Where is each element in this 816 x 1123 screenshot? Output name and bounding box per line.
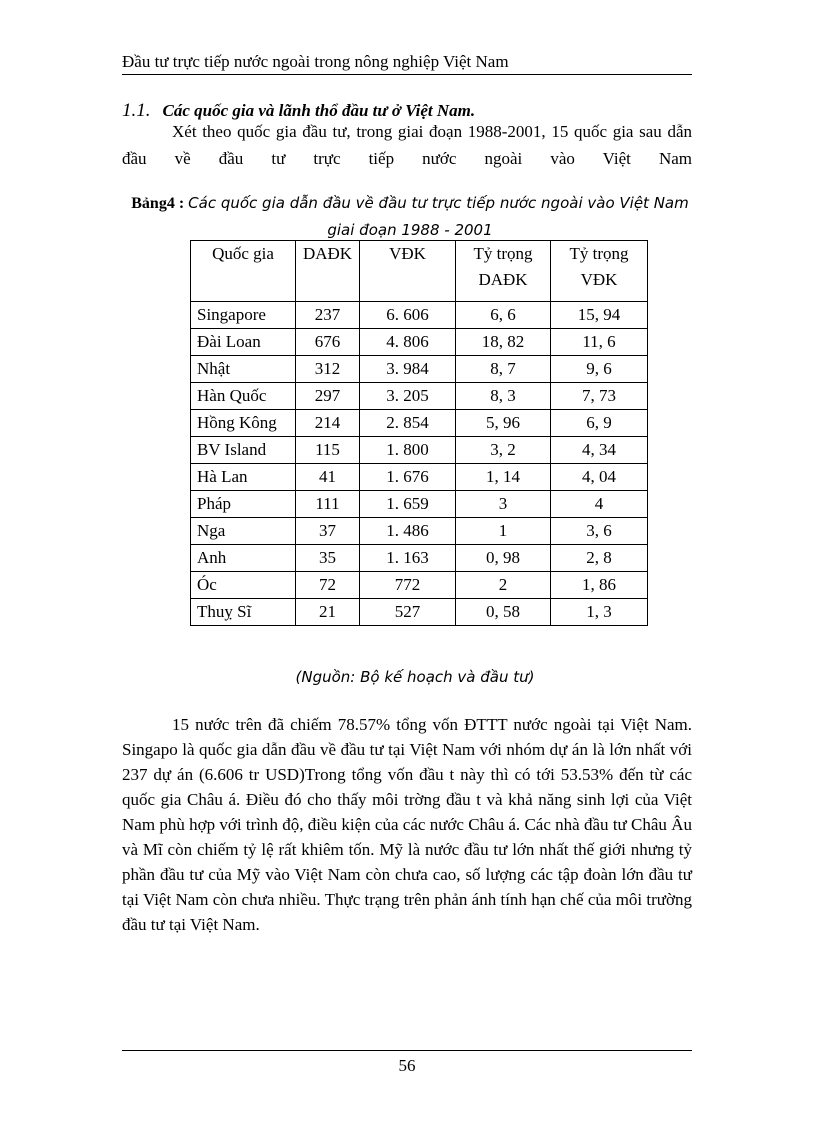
cell-capital: 1. 486 bbox=[360, 518, 456, 545]
cell-country: Singapore bbox=[191, 302, 296, 329]
table-caption bbox=[130, 190, 690, 244]
table-row bbox=[191, 329, 648, 356]
cell-capital-share: 9, 6 bbox=[551, 356, 648, 383]
cell-capital: 1. 676 bbox=[360, 464, 456, 491]
cell-country: Hàn Quốc bbox=[191, 383, 296, 410]
table-header-row bbox=[191, 241, 648, 302]
cell-capital-share: 4, 34 bbox=[551, 437, 648, 464]
body-paragraph bbox=[122, 712, 692, 937]
table-row bbox=[191, 572, 648, 599]
cell-capital-share: 1, 3 bbox=[551, 599, 648, 626]
header-projects: DAĐK bbox=[296, 241, 360, 302]
cell-projects: 237 bbox=[296, 302, 360, 329]
table-row bbox=[191, 599, 648, 626]
cell-projects: 676 bbox=[296, 329, 360, 356]
page-number: 56 bbox=[398, 1056, 416, 1075]
cell-country: Óc bbox=[191, 572, 296, 599]
table-caption-separator: : bbox=[174, 195, 189, 212]
table-row bbox=[191, 410, 648, 437]
cell-capital: 2. 854 bbox=[360, 410, 456, 437]
cell-capital: 527 bbox=[360, 599, 456, 626]
table-row bbox=[191, 518, 648, 545]
footer-divider bbox=[122, 1050, 692, 1051]
cell-project-share: 3, 2 bbox=[456, 437, 551, 464]
page-header bbox=[122, 50, 692, 75]
table-caption-text: Các quốc gia dẫn đầu về đầu tư trực tiếp nước ngoài vào Việt Nam giai đoạn 1988 - 2001 bbox=[188, 194, 689, 239]
cell-projects: 72 bbox=[296, 572, 360, 599]
table-row bbox=[191, 437, 648, 464]
cell-capital: 1. 659 bbox=[360, 491, 456, 518]
cell-project-share: 0, 58 bbox=[456, 599, 551, 626]
cell-capital: 1. 800 bbox=[360, 437, 456, 464]
cell-projects: 312 bbox=[296, 356, 360, 383]
cell-country: Pháp bbox=[191, 491, 296, 518]
cell-capital-share: 1, 86 bbox=[551, 572, 648, 599]
cell-project-share: 1 bbox=[456, 518, 551, 545]
cell-capital-share: 3, 6 bbox=[551, 518, 648, 545]
cell-capital-share: 11, 6 bbox=[551, 329, 648, 356]
cell-project-share: 8, 7 bbox=[456, 356, 551, 383]
cell-capital: 6. 606 bbox=[360, 302, 456, 329]
cell-country: Thuỵ Sĩ bbox=[191, 599, 296, 626]
cell-capital-share: 4, 04 bbox=[551, 464, 648, 491]
intro-paragraph bbox=[122, 118, 692, 172]
body-text: 15 nước trên đã chiếm 78.57% tổng vốn ĐTTT nước ngoài tại Việt Nam. Singapo là quốc gia dẫn đầu về đầu tư tại Việt Nam với nhóm dự án là lớn nhất với 237 dự án (6.606 tr USD)Trong tổng vốn đầu t này thì có tới 53.53% đến từ các quốc gia Châu á. Điều đó cho thấy môi trờng đầu t và khả năng sinh lợi của Việt Nam phù hợp với trình độ, điều kiện của các nước Châu á. Các nhà đầu tư Châu Âu và Mĩ còn chiếm tỷ lệ rất khiêm tốn. Mỹ là nước đầu tư lớn nhất thế giới nhưng tỷ phần đầu tư của Mỹ vào Việt Nam còn chưa cao, số lượng các tập đoàn lớn đầu tư tại Việt Nam còn chưa nhiều. Thực trạng trên phản ánh tính hạn chế của môi trường đầu tư tại Việt Nam. bbox=[122, 715, 692, 934]
cell-capital: 3. 984 bbox=[360, 356, 456, 383]
header-capital-share: Tỷ trọng VĐK bbox=[551, 241, 648, 302]
table-row bbox=[191, 545, 648, 572]
cell-projects: 111 bbox=[296, 491, 360, 518]
table-source: (Nguồn: Bộ kế hoạch và đầu tư) bbox=[295, 668, 535, 686]
cell-project-share: 18, 82 bbox=[456, 329, 551, 356]
cell-projects: 41 bbox=[296, 464, 360, 491]
intro-text: Xét theo quốc gia đầu tư, trong giai đoạn 1988-2001, 15 quốc gia sau dẫn đầu về đầu tư trực tiếp nước ngoài vào Việt Nam bbox=[122, 122, 692, 168]
section-title: Các quốc gia và lãnh thổ đầu tư ở Việt Nam. bbox=[162, 101, 476, 120]
cell-capital-share: 2, 8 bbox=[551, 545, 648, 572]
header-project-share: Tỷ trọng DAĐK bbox=[456, 241, 551, 302]
fdi-table bbox=[190, 240, 648, 626]
cell-country: Anh bbox=[191, 545, 296, 572]
cell-country: BV Island bbox=[191, 437, 296, 464]
cell-project-share: 2 bbox=[456, 572, 551, 599]
cell-capital-share: 6, 9 bbox=[551, 410, 648, 437]
cell-country: Hồng Kông bbox=[191, 410, 296, 437]
cell-project-share: 0, 98 bbox=[456, 545, 551, 572]
cell-country: Đài Loan bbox=[191, 329, 296, 356]
cell-country: Nhật bbox=[191, 356, 296, 383]
cell-capital: 772 bbox=[360, 572, 456, 599]
cell-project-share: 5, 96 bbox=[456, 410, 551, 437]
cell-projects: 37 bbox=[296, 518, 360, 545]
table-row bbox=[191, 356, 648, 383]
cell-country: Hà Lan bbox=[191, 464, 296, 491]
header-country: Quốc gia bbox=[191, 241, 296, 302]
cell-projects: 214 bbox=[296, 410, 360, 437]
cell-capital-share: 4 bbox=[551, 491, 648, 518]
cell-capital: 4. 806 bbox=[360, 329, 456, 356]
table-row bbox=[191, 383, 648, 410]
cell-capital-share: 7, 73 bbox=[551, 383, 648, 410]
cell-capital-share: 15, 94 bbox=[551, 302, 648, 329]
cell-projects: 21 bbox=[296, 599, 360, 626]
table-caption-label: Bảng4 bbox=[131, 195, 175, 212]
cell-country: Nga bbox=[191, 518, 296, 545]
table-row bbox=[191, 464, 648, 491]
cell-projects: 115 bbox=[296, 437, 360, 464]
section-number: 1.1. bbox=[122, 100, 151, 121]
header-capital: VĐK bbox=[360, 241, 456, 302]
cell-capital: 3. 205 bbox=[360, 383, 456, 410]
table-row bbox=[191, 491, 648, 518]
cell-project-share: 6, 6 bbox=[456, 302, 551, 329]
cell-project-share: 8, 3 bbox=[456, 383, 551, 410]
header-title: Đầu tư trực tiếp nước ngoài trong nông nghiệp Việt Nam bbox=[122, 52, 509, 71]
cell-capital: 1. 163 bbox=[360, 545, 456, 572]
cell-project-share: 1, 14 bbox=[456, 464, 551, 491]
cell-projects: 35 bbox=[296, 545, 360, 572]
cell-project-share: 3 bbox=[456, 491, 551, 518]
cell-projects: 297 bbox=[296, 383, 360, 410]
table-row bbox=[191, 302, 648, 329]
